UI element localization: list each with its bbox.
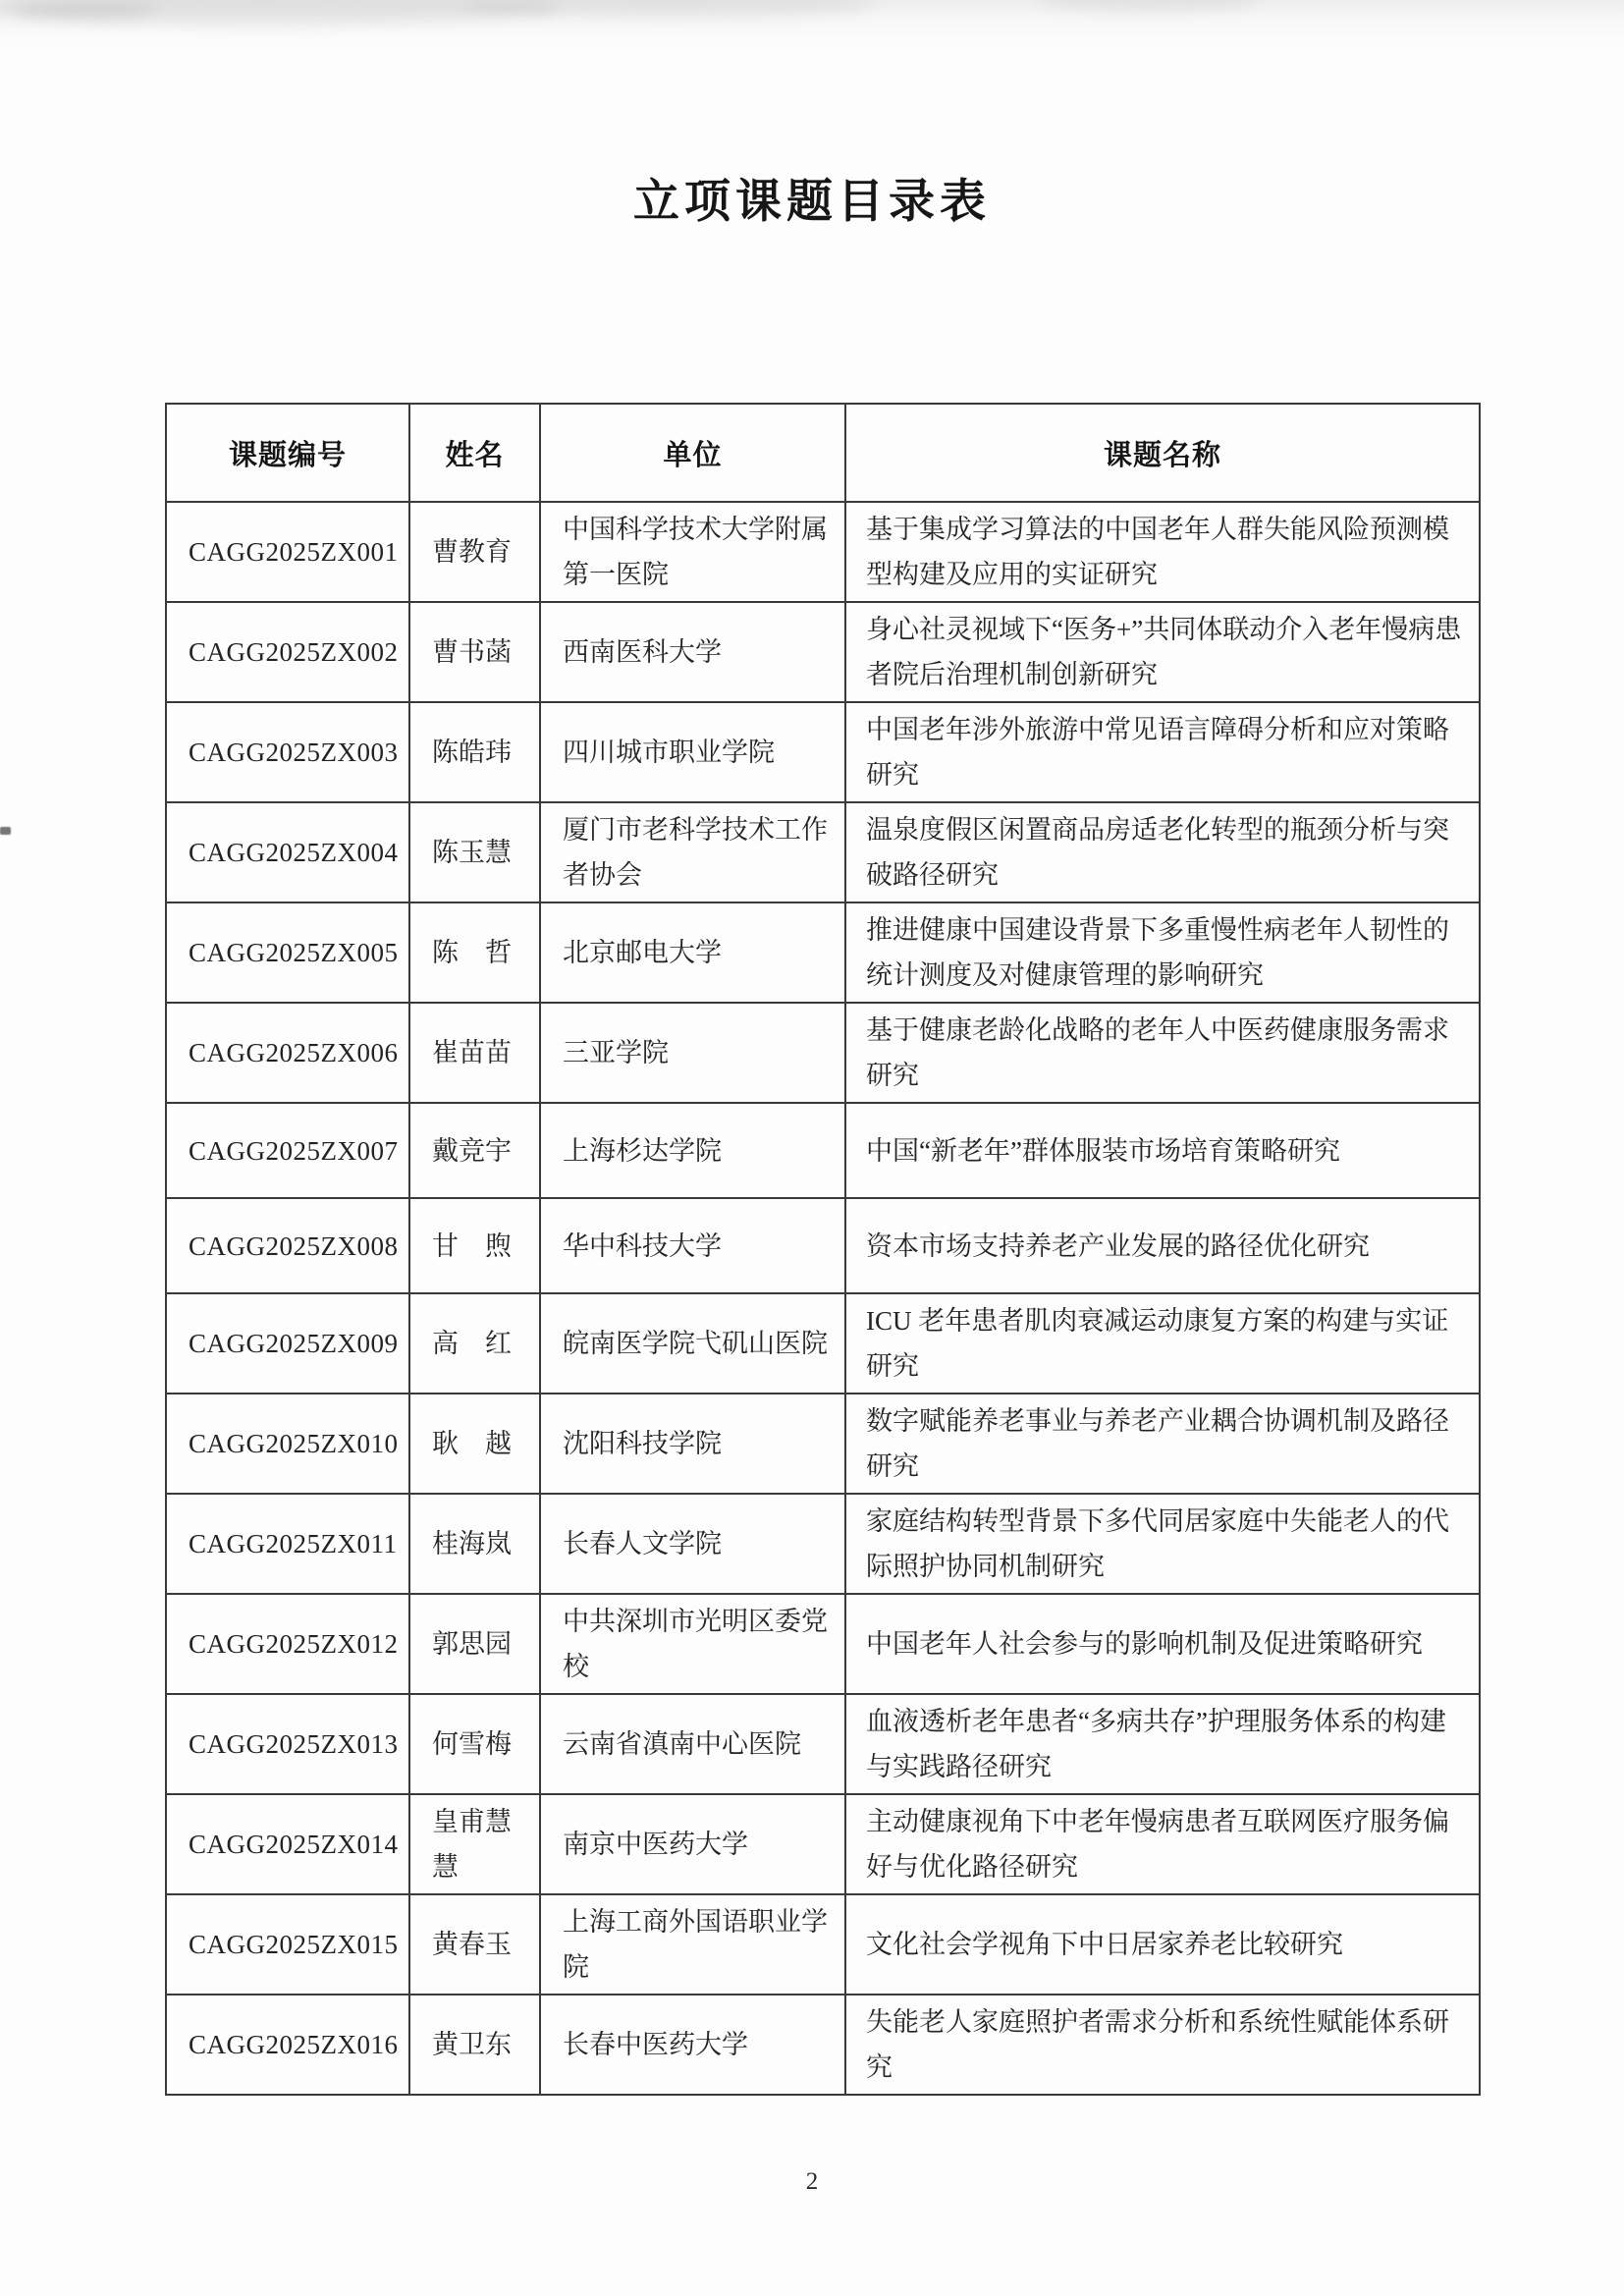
project-id-cell: CAGG2025ZX014 [166, 1794, 409, 1894]
org-cell: 长春人文学院 [540, 1494, 845, 1594]
header-name: 姓名 [409, 404, 540, 502]
project-id-cell: CAGG2025ZX013 [166, 1694, 409, 1794]
project-id-cell: CAGG2025ZX003 [166, 702, 409, 802]
name-cell: 郭思园 [409, 1594, 540, 1694]
name-cell: 曹教育 [409, 502, 540, 602]
page-number: 2 [805, 2168, 819, 2195]
org-cell: 中共深圳市光明区委党校 [540, 1594, 845, 1694]
name-cell: 何雪梅 [409, 1694, 540, 1794]
table-row [166, 702, 1480, 802]
project-title-cell: 文化社会学视角下中日居家养老比较研究 [845, 1894, 1480, 1995]
org-cell: 南京中医药大学 [540, 1794, 845, 1894]
org-cell: 四川城市职业学院 [540, 702, 845, 802]
table-row [166, 1894, 1480, 1995]
name-cell: 戴竞宇 [409, 1103, 540, 1198]
scan-shade-artifact [0, 0, 1624, 45]
project-id-cell: CAGG2025ZX009 [166, 1293, 409, 1394]
org-cell: 皖南医学院弋矶山医院 [540, 1293, 845, 1394]
table-row [166, 1293, 1480, 1394]
org-cell: 北京邮电大学 [540, 902, 845, 1003]
org-cell: 云南省滇南中心医院 [540, 1694, 845, 1794]
org-cell: 上海工商外国语职业学院 [540, 1894, 845, 1995]
table-header-row [166, 404, 1480, 502]
project-catalog-table [165, 403, 1481, 2096]
table-row [166, 602, 1480, 702]
project-title-cell: 中国“新老年”群体服装市场培育策略研究 [845, 1103, 1480, 1198]
project-id-cell: CAGG2025ZX001 [166, 502, 409, 602]
project-id-cell: CAGG2025ZX006 [166, 1003, 409, 1103]
name-cell: 陈 哲 [409, 902, 540, 1003]
org-cell: 长春中医药大学 [540, 1995, 845, 2095]
org-cell: 厦门市老科学技术工作者协会 [540, 802, 845, 902]
project-title-cell: 基于集成学习算法的中国老年人群失能风险预测模型构建及应用的实证研究 [845, 502, 1480, 602]
org-cell: 中国科学技术大学附属第一医院 [540, 502, 845, 602]
project-title-cell: 失能老人家庭照护者需求分析和系统性赋能体系研究 [845, 1995, 1480, 2095]
project-title-cell: ICU 老年患者肌肉衰减运动康复方案的构建与实证研究 [845, 1293, 1480, 1394]
table-row [166, 1394, 1480, 1494]
project-id-cell: CAGG2025ZX011 [166, 1494, 409, 1594]
name-cell: 甘 煦 [409, 1198, 540, 1293]
org-cell: 华中科技大学 [540, 1198, 845, 1293]
project-id-cell: CAGG2025ZX002 [166, 602, 409, 702]
project-title-cell: 基于健康老龄化战略的老年人中医药健康服务需求研究 [845, 1003, 1480, 1103]
org-cell: 沈阳科技学院 [540, 1394, 845, 1494]
project-title-cell: 资本市场支持养老产业发展的路径优化研究 [845, 1198, 1480, 1293]
table-row [166, 902, 1480, 1003]
name-cell: 皇甫慧慧 [409, 1794, 540, 1894]
project-title-cell: 温泉度假区闲置商品房适老化转型的瓶颈分析与突破路径研究 [845, 802, 1480, 902]
table-body [166, 502, 1480, 2095]
scan-smudge-artifact [0, 0, 560, 26]
table-row [166, 1794, 1480, 1894]
name-cell: 陈玉慧 [409, 802, 540, 902]
name-cell: 高 红 [409, 1293, 540, 1394]
scan-smudge-artifact [461, 0, 874, 20]
org-cell: 三亚学院 [540, 1003, 845, 1103]
project-id-cell: CAGG2025ZX016 [166, 1995, 409, 2095]
name-cell: 黄卫东 [409, 1995, 540, 2095]
project-id-cell: CAGG2025ZX005 [166, 902, 409, 1003]
table-row [166, 1995, 1480, 2095]
project-title-cell: 数字赋能养老事业与养老产业耦合协调机制及路径研究 [845, 1394, 1480, 1494]
table-row [166, 802, 1480, 902]
scan-smudge-artifact [1041, 0, 1257, 14]
table-row [166, 1494, 1480, 1594]
left-edge-mark-artifact [0, 827, 11, 835]
header-project-title: 课题名称 [845, 404, 1480, 502]
project-title-cell: 主动健康视角下中老年慢病患者互联网医疗服务偏好与优化路径研究 [845, 1794, 1480, 1894]
name-cell: 桂海岚 [409, 1494, 540, 1594]
name-cell: 黄春玉 [409, 1894, 540, 1995]
project-title-cell: 家庭结构转型背景下多代同居家庭中失能老人的代际照护协同机制研究 [845, 1494, 1480, 1594]
table-row [166, 1103, 1480, 1198]
project-id-cell: CAGG2025ZX004 [166, 802, 409, 902]
table-row [166, 1198, 1480, 1293]
project-title-cell: 推进健康中国建设背景下多重慢性病老年人韧性的统计测度及对健康管理的影响研究 [845, 902, 1480, 1003]
project-id-cell: CAGG2025ZX010 [166, 1394, 409, 1494]
name-cell: 陈皓玮 [409, 702, 540, 802]
project-id-cell: CAGG2025ZX007 [166, 1103, 409, 1198]
header-organization: 单位 [540, 404, 845, 502]
table-row [166, 1003, 1480, 1103]
org-cell: 西南医科大学 [540, 602, 845, 702]
project-id-cell: CAGG2025ZX008 [166, 1198, 409, 1293]
table-row [166, 1594, 1480, 1694]
org-cell: 上海杉达学院 [540, 1103, 845, 1198]
name-cell: 曹书菡 [409, 602, 540, 702]
table-row [166, 1694, 1480, 1794]
project-title-cell: 血液透析老年患者“多病共存”护理服务体系的构建与实践路径研究 [845, 1694, 1480, 1794]
project-id-cell: CAGG2025ZX012 [166, 1594, 409, 1694]
project-title-cell: 身心社灵视域下“医务+”共同体联动介入老年慢病患者院后治理机制创新研究 [845, 602, 1480, 702]
name-cell: 崔苗苗 [409, 1003, 540, 1103]
table-row [166, 502, 1480, 602]
project-title-cell: 中国老年涉外旅游中常见语言障碍分析和应对策略研究 [845, 702, 1480, 802]
project-id-cell: CAGG2025ZX015 [166, 1894, 409, 1995]
name-cell: 耿 越 [409, 1394, 540, 1494]
project-title-cell: 中国老年人社会参与的影响机制及促进策略研究 [845, 1594, 1480, 1694]
page-title: 立项课题目录表 [633, 177, 991, 228]
scan-smudge-artifact [10, 2, 157, 20]
header-project-id: 课题编号 [166, 404, 409, 502]
